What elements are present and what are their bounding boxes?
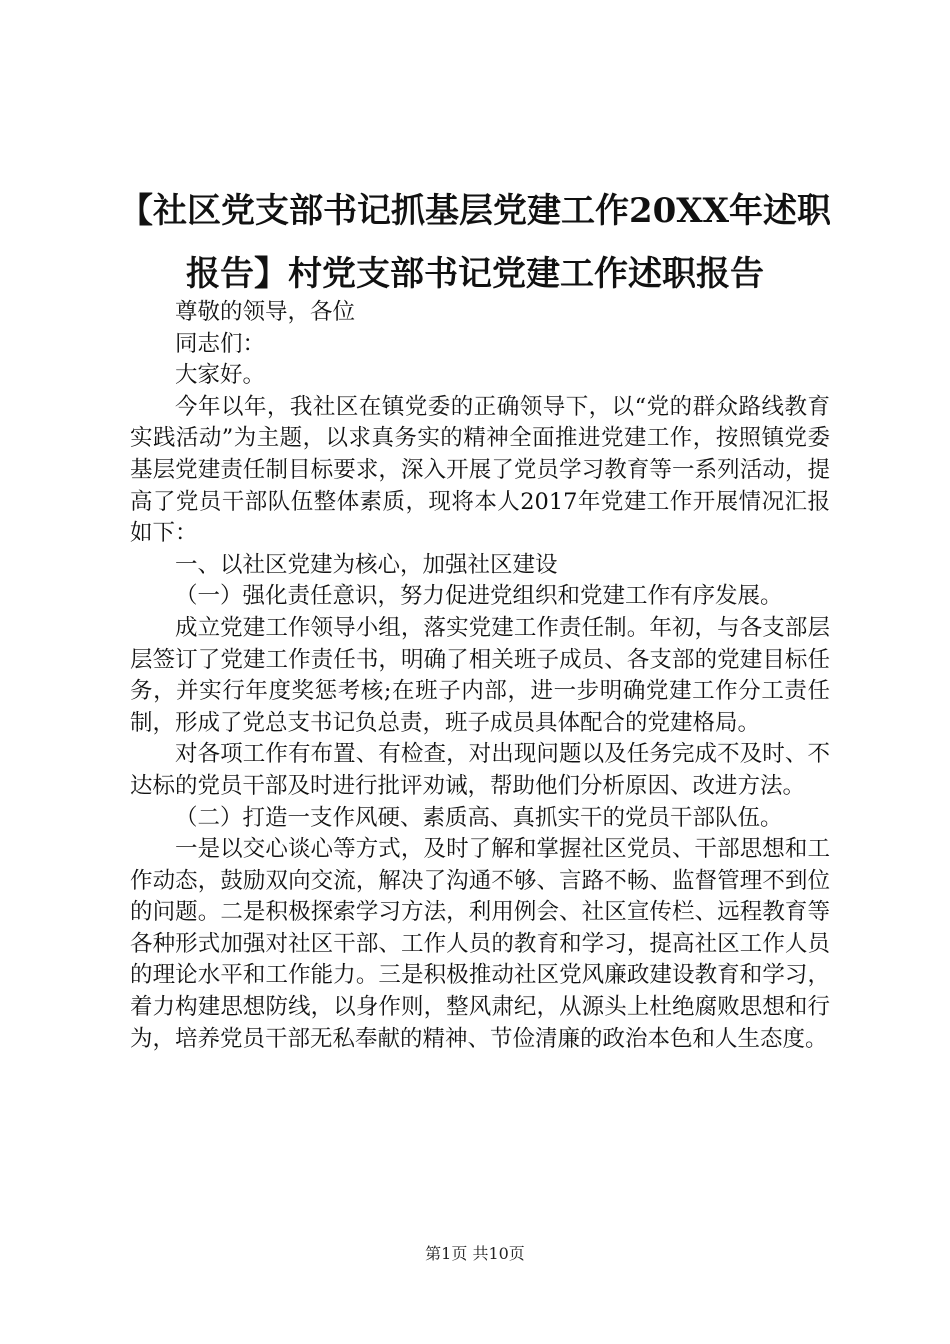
body-paragraph: 对各项工作有布置、有检查，对出现问题以及任务完成不及时、不达标的党员干部及时进行批评劝诫，帮助他们分析原因、改进方法。: [130, 741, 830, 799]
intro-paragraph: 今年以年，我社区在镇党委的正确领导下，以“党的群众路线教育实践活动”为主题，以求真务实的精神全面推进党建工作，按照镇党委基层党建责任制目标要求，深入开展了党员学习教育等一系列活动，提高了党员干部队伍整体素质，现将本人2017年党建工作开展情况汇报如下：: [130, 393, 830, 547]
page-footer: 第1页 共10页: [425, 1244, 525, 1263]
salutation-line-1: 尊敬的领导，各位: [175, 299, 356, 325]
body-paragraph: 一是以交心谈心等方式，及时了解和掌握社区党员、干部思想和工作动态，鼓励双向交流，解决了沟通不够、言路不畅、监督管理不到位的问题。二是积极探索学习方法，利用例会、社区宣传栏、远程教育等各种形式加强对社区干部、工作人员的教育和学习，提高社区工作人员的理论水平和工作能力。三是积极推动社区党风廉政建设教育和学习，着力构建思想防线，以身作则，整风肃纪，从源头上杜绝腐败思想和行为，培养党员干部无私奉献的精神、节俭清廉的政治本色和人生态度。: [130, 836, 830, 1052]
body-paragraph: 成立党建工作领导小组，落实党建工作责任制。年初，与各支部层层签订了党建工作责任书，明确了相关班子成员、各支部的党建目标任务，并实行年度奖惩考核;在班子内部，进一步明确党建工作分工责任制，形成了党总支书记负总责，班子成员具体配合的党建格局。: [130, 614, 830, 736]
greeting: 大家好。: [175, 362, 266, 389]
subsection-heading-2: （二）打造一支作风硬、素质高、真抓实干的党员干部队伍。: [175, 804, 783, 831]
section-heading-1: 一、以社区党建为核心，加强社区建设: [175, 551, 558, 578]
document-title: 【社区党支部书记抓基层党建工作20XX年述职报告】村党支部书记党建工作述职报告: [118, 191, 832, 294]
document-body: [130, 297, 830, 1055]
salutation-line-2: 同志们：: [175, 330, 266, 357]
subsection-heading-1: （一）强化责任意识，努力促进党组织和党建工作有序发展。: [175, 583, 783, 610]
